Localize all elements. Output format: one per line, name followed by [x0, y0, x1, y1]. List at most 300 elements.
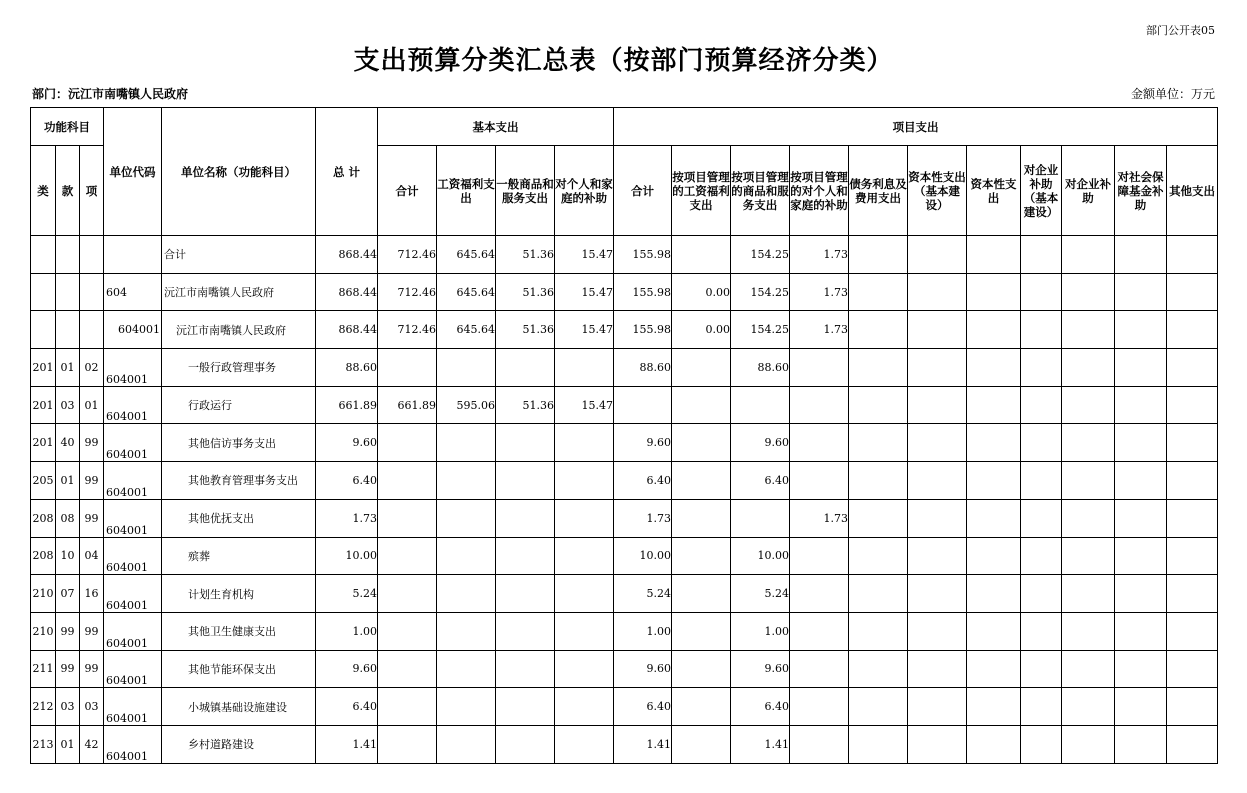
amount-cell: 661.89 [378, 386, 437, 424]
empty-cell [1115, 386, 1167, 424]
empty-cell [849, 650, 908, 688]
amount-cell: 1.73 [790, 499, 849, 537]
empty-cell [1021, 499, 1062, 537]
empty-cell [1021, 311, 1062, 349]
empty-cell [1062, 725, 1115, 763]
amount-cell [790, 349, 849, 387]
table-row [31, 688, 1218, 726]
empty-cell [1062, 424, 1115, 462]
empty-cell [1021, 725, 1062, 763]
total-header: 总 计 [316, 108, 378, 236]
unit-code-cell: 604001 [104, 688, 162, 726]
lei-cell: 201 [31, 386, 56, 424]
amount-cell [437, 537, 496, 575]
empty-cell [1062, 236, 1115, 274]
empty-cell [1167, 575, 1218, 613]
empty-cell [1167, 499, 1218, 537]
unit-name-cell: 一般行政管理事务 [162, 349, 316, 387]
kuan-cell: 07 [56, 575, 80, 613]
amount-cell: 1.00 [316, 612, 378, 650]
amount-cell [378, 499, 437, 537]
empty-cell [1021, 650, 1062, 688]
empty-cell [849, 462, 908, 500]
xiang-cell: 02 [80, 349, 104, 387]
xiang-cell: 99 [80, 650, 104, 688]
amount-cell: 9.60 [316, 650, 378, 688]
table-row [31, 650, 1218, 688]
empty-cell [908, 537, 967, 575]
unit-name-cell: 行政运行 [162, 386, 316, 424]
empty-cell [1062, 612, 1115, 650]
amount-cell [437, 612, 496, 650]
empty-cell [849, 537, 908, 575]
amount-cell: 6.40 [316, 462, 378, 500]
project-col-header: 资本性支出 [967, 146, 1021, 236]
empty-cell [1062, 273, 1115, 311]
amount-cell: 1.73 [790, 311, 849, 349]
project-col-header: 对企业补助 [1062, 146, 1115, 236]
amount-cell: 6.40 [614, 688, 672, 726]
amount-cell [731, 386, 790, 424]
amount-cell: 88.60 [316, 349, 378, 387]
unit-name-cell: 沅江市南嘴镇人民政府 [162, 273, 316, 311]
amount-cell: 868.44 [316, 273, 378, 311]
empty-cell [908, 424, 967, 462]
unit-code-cell: 604001 [104, 725, 162, 763]
empty-cell [1062, 575, 1115, 613]
project-col-header: 对社会保障基金补助 [1115, 146, 1167, 236]
amount-cell [437, 650, 496, 688]
lei-cell [31, 236, 56, 274]
xiang-cell: 16 [80, 575, 104, 613]
project-col-header: 债务利息及费用支出 [849, 146, 908, 236]
table-row [31, 462, 1218, 500]
amount-cell: 595.06 [437, 386, 496, 424]
empty-cell [908, 499, 967, 537]
amount-cell: 645.64 [437, 273, 496, 311]
kuan-cell: 08 [56, 499, 80, 537]
budget-table [30, 107, 1218, 764]
amount-cell [555, 650, 614, 688]
empty-cell [1021, 236, 1062, 274]
amount-cell: 15.47 [555, 311, 614, 349]
amount-cell [378, 537, 437, 575]
table-row [31, 311, 1218, 349]
empty-cell [1167, 688, 1218, 726]
unit-code-cell: 604001 [104, 424, 162, 462]
project-col-header: 按项目管理的工资福利支出 [672, 146, 731, 236]
lei-cell: 208 [31, 537, 56, 575]
empty-cell [1167, 273, 1218, 311]
lei-cell: 201 [31, 424, 56, 462]
amount-cell [790, 650, 849, 688]
empty-cell [967, 575, 1021, 613]
empty-cell [1021, 273, 1062, 311]
empty-cell [908, 386, 967, 424]
unit-name-cell: 其他优抚支出 [162, 499, 316, 537]
xiang-cell: 03 [80, 688, 104, 726]
amount-cell [378, 575, 437, 613]
kuan-cell: 99 [56, 612, 80, 650]
empty-cell [967, 725, 1021, 763]
basic-expense-header: 基本支出 [378, 108, 614, 146]
amount-cell: 10.00 [731, 537, 790, 575]
empty-cell [908, 349, 967, 387]
empty-cell [1115, 725, 1167, 763]
amount-cell [496, 499, 555, 537]
amount-cell [790, 424, 849, 462]
empty-cell [1021, 424, 1062, 462]
amount-cell: 1.00 [614, 612, 672, 650]
unit-name-cell: 其他信访事务支出 [162, 424, 316, 462]
empty-cell [967, 236, 1021, 274]
amount-cell [496, 575, 555, 613]
empty-cell [908, 273, 967, 311]
empty-cell [849, 612, 908, 650]
unit-code-cell: 604001 [104, 537, 162, 575]
empty-cell [1167, 311, 1218, 349]
lei-cell: 212 [31, 688, 56, 726]
unit-name-cell: 沅江市南嘴镇人民政府 [162, 311, 316, 349]
amount-cell [555, 349, 614, 387]
empty-cell [1021, 688, 1062, 726]
amount-cell: 868.44 [316, 311, 378, 349]
table-row [31, 575, 1218, 613]
empty-cell [1021, 386, 1062, 424]
amount-cell [496, 688, 555, 726]
amount-cell [378, 424, 437, 462]
kuan-cell: 03 [56, 688, 80, 726]
project-col-header: 资本性支出（基本建设） [908, 146, 967, 236]
empty-cell [1062, 688, 1115, 726]
lei-header: 类 [31, 146, 56, 236]
amount-cell [496, 462, 555, 500]
xiang-cell: 04 [80, 537, 104, 575]
amount-cell: 51.36 [496, 273, 555, 311]
amount-cell [672, 462, 731, 500]
empty-cell [1021, 462, 1062, 500]
empty-cell [1115, 499, 1167, 537]
amount-cell: 1.41 [731, 725, 790, 763]
amount-cell: 9.60 [614, 424, 672, 462]
amount-cell: 10.00 [316, 537, 378, 575]
amount-cell: 645.64 [437, 311, 496, 349]
amount-cell: 9.60 [731, 424, 790, 462]
amount-cell: 51.36 [496, 386, 555, 424]
empty-cell [1115, 462, 1167, 500]
amount-cell [672, 236, 731, 274]
empty-cell [1167, 236, 1218, 274]
basic-col-header: 一般商品和服务支出 [496, 146, 555, 236]
table-row [31, 612, 1218, 650]
table-row [31, 725, 1218, 763]
empty-cell [967, 424, 1021, 462]
table-row [31, 537, 1218, 575]
kuan-cell: 40 [56, 424, 80, 462]
amount-cell [378, 650, 437, 688]
amount-cell [790, 725, 849, 763]
amount-cell [672, 688, 731, 726]
project-col-header: 对企业补助（基本建设） [1021, 146, 1062, 236]
amount-cell: 712.46 [378, 273, 437, 311]
amount-cell [672, 725, 731, 763]
amount-cell [790, 462, 849, 500]
empty-cell [849, 725, 908, 763]
empty-cell [967, 386, 1021, 424]
amount-cell: 5.24 [731, 575, 790, 613]
empty-cell [849, 349, 908, 387]
unit-name-cell: 小城镇基础设施建设 [162, 688, 316, 726]
lei-cell: 210 [31, 612, 56, 650]
amount-cell: 1.00 [731, 612, 790, 650]
unit-name-header: 单位名称（功能科目） [162, 108, 316, 236]
unit-code-cell [104, 236, 162, 274]
empty-cell [849, 311, 908, 349]
amount-cell: 154.25 [731, 273, 790, 311]
amount-cell: 9.60 [316, 424, 378, 462]
amount-cell: 10.00 [614, 537, 672, 575]
xiang-cell [80, 273, 104, 311]
amount-cell: 5.24 [614, 575, 672, 613]
table-row [31, 386, 1218, 424]
empty-cell [1062, 386, 1115, 424]
empty-cell [908, 688, 967, 726]
empty-cell [967, 537, 1021, 575]
amount-cell [496, 650, 555, 688]
amount-cell: 712.46 [378, 311, 437, 349]
project-col-header: 按项目管理的对个人和家庭的补助 [790, 146, 849, 236]
empty-cell [908, 311, 967, 349]
amount-cell [672, 386, 731, 424]
amount-cell [672, 537, 731, 575]
amount-cell [437, 499, 496, 537]
empty-cell [1167, 462, 1218, 500]
amount-cell [555, 424, 614, 462]
unit-code-cell: 604001 [104, 650, 162, 688]
amount-cell [555, 575, 614, 613]
empty-cell [1115, 273, 1167, 311]
amount-cell: 155.98 [614, 311, 672, 349]
table-row [31, 424, 1218, 462]
amount-cell: 6.40 [614, 462, 672, 500]
basic-col-header: 工资福利支出 [437, 146, 496, 236]
kuan-cell: 10 [56, 537, 80, 575]
amount-cell: 15.47 [555, 386, 614, 424]
kuan-cell [56, 311, 80, 349]
empty-cell [1115, 537, 1167, 575]
empty-cell [1115, 236, 1167, 274]
empty-cell [908, 650, 967, 688]
empty-cell [967, 462, 1021, 500]
kuan-cell [56, 273, 80, 311]
amount-cell: 88.60 [731, 349, 790, 387]
amount-cell [672, 499, 731, 537]
amount-cell [437, 575, 496, 613]
empty-cell [908, 575, 967, 613]
empty-cell [1115, 349, 1167, 387]
project-col-header: 合计 [614, 146, 672, 236]
amount-cell [555, 725, 614, 763]
lei-cell: 213 [31, 725, 56, 763]
amount-cell [672, 650, 731, 688]
empty-cell [849, 688, 908, 726]
amount-unit-label: 金额单位：万元 [1130, 87, 1215, 101]
amount-cell [672, 349, 731, 387]
amount-cell [496, 424, 555, 462]
form-number-label: 部门公开表05 [1146, 24, 1215, 37]
empty-cell [1167, 725, 1218, 763]
lei-cell [31, 311, 56, 349]
empty-cell [1115, 575, 1167, 613]
empty-cell [1062, 462, 1115, 500]
unit-code-header: 单位代码 [104, 108, 162, 236]
amount-cell: 1.73 [316, 499, 378, 537]
empty-cell [967, 650, 1021, 688]
amount-cell [790, 612, 849, 650]
amount-cell [672, 424, 731, 462]
kuan-header: 款 [56, 146, 80, 236]
unit-code-cell: 604001 [104, 499, 162, 537]
amount-cell: 6.40 [316, 688, 378, 726]
amount-cell [496, 725, 555, 763]
empty-cell [1021, 612, 1062, 650]
amount-cell: 1.73 [790, 236, 849, 274]
empty-cell [967, 349, 1021, 387]
unit-name-cell: 合计 [162, 236, 316, 274]
amount-cell: 15.47 [555, 273, 614, 311]
xiang-cell [80, 236, 104, 274]
empty-cell [967, 499, 1021, 537]
empty-cell [1167, 612, 1218, 650]
amount-cell [437, 349, 496, 387]
amount-cell [437, 725, 496, 763]
amount-cell [496, 537, 555, 575]
empty-cell [1021, 575, 1062, 613]
amount-cell [790, 537, 849, 575]
empty-cell [1167, 349, 1218, 387]
lei-cell: 201 [31, 349, 56, 387]
empty-cell [1167, 386, 1218, 424]
empty-cell [908, 236, 967, 274]
amount-cell [555, 688, 614, 726]
amount-cell: 9.60 [614, 650, 672, 688]
amount-cell: 1.41 [614, 725, 672, 763]
empty-cell [967, 688, 1021, 726]
table-row [31, 273, 1218, 311]
kuan-cell: 01 [56, 462, 80, 500]
unit-name-cell: 其他卫生健康支出 [162, 612, 316, 650]
amount-cell: 51.36 [496, 236, 555, 274]
empty-cell [849, 236, 908, 274]
unit-code-cell: 604001 [104, 575, 162, 613]
amount-cell: 1.73 [790, 273, 849, 311]
amount-cell [378, 349, 437, 387]
empty-cell [1021, 349, 1062, 387]
empty-cell [1062, 349, 1115, 387]
empty-cell [1167, 537, 1218, 575]
amount-cell: 6.40 [731, 688, 790, 726]
empty-cell [849, 575, 908, 613]
amount-cell [437, 688, 496, 726]
empty-cell [849, 424, 908, 462]
table-row [31, 499, 1218, 537]
empty-cell [1115, 612, 1167, 650]
lei-cell: 211 [31, 650, 56, 688]
unit-name-cell: 乡村道路建设 [162, 725, 316, 763]
amount-cell: 1.41 [316, 725, 378, 763]
xiang-cell: 99 [80, 462, 104, 500]
empty-cell [1167, 424, 1218, 462]
unit-code-cell: 604001 [104, 386, 162, 424]
table-row [31, 349, 1218, 387]
unit-code-cell: 604001 [104, 612, 162, 650]
empty-cell [908, 612, 967, 650]
lei-cell: 208 [31, 499, 56, 537]
amount-cell [555, 462, 614, 500]
department-label: 部门：沅江市南嘴镇人民政府 [32, 87, 189, 101]
empty-cell [1115, 311, 1167, 349]
empty-cell [1115, 688, 1167, 726]
empty-cell [967, 273, 1021, 311]
amount-cell: 661.89 [316, 386, 378, 424]
amount-cell: 1.73 [614, 499, 672, 537]
amount-cell [378, 725, 437, 763]
xiang-cell [80, 311, 104, 349]
kuan-cell: 99 [56, 650, 80, 688]
empty-cell [967, 311, 1021, 349]
page-title: 支出预算分类汇总表（按部门预算经济分类） [353, 46, 894, 76]
empty-cell [908, 725, 967, 763]
amount-cell: 154.25 [731, 311, 790, 349]
amount-cell [378, 688, 437, 726]
amount-cell [378, 612, 437, 650]
amount-cell: 6.40 [731, 462, 790, 500]
amount-cell [555, 612, 614, 650]
project-col-header: 按项目管理的商品和服务支出 [731, 146, 790, 236]
unit-name-cell: 其他教育管理事务支出 [162, 462, 316, 500]
empty-cell [849, 499, 908, 537]
amount-cell [790, 386, 849, 424]
xiang-cell: 99 [80, 499, 104, 537]
table-row [31, 236, 1218, 274]
basic-col-header: 对个人和家庭的补助 [555, 146, 614, 236]
empty-cell [1062, 311, 1115, 349]
amount-cell [437, 462, 496, 500]
amount-cell: 0.00 [672, 311, 731, 349]
empty-cell [967, 612, 1021, 650]
unit-name-cell: 计划生育机构 [162, 575, 316, 613]
empty-cell [908, 462, 967, 500]
amount-cell: 88.60 [614, 349, 672, 387]
unit-code-cell: 604001 [104, 311, 162, 349]
lei-cell: 210 [31, 575, 56, 613]
project-col-header: 其他支出 [1167, 146, 1218, 236]
amount-cell [614, 386, 672, 424]
amount-cell: 712.46 [378, 236, 437, 274]
kuan-cell: 03 [56, 386, 80, 424]
func-subject-header: 功能科目 [31, 108, 104, 146]
amount-cell [496, 612, 555, 650]
amount-cell: 51.36 [496, 311, 555, 349]
lei-cell: 205 [31, 462, 56, 500]
xiang-cell: 01 [80, 386, 104, 424]
amount-cell [555, 499, 614, 537]
amount-cell: 154.25 [731, 236, 790, 274]
amount-cell [496, 349, 555, 387]
unit-code-cell: 604001 [104, 462, 162, 500]
xiang-cell: 99 [80, 424, 104, 462]
kuan-cell: 01 [56, 725, 80, 763]
